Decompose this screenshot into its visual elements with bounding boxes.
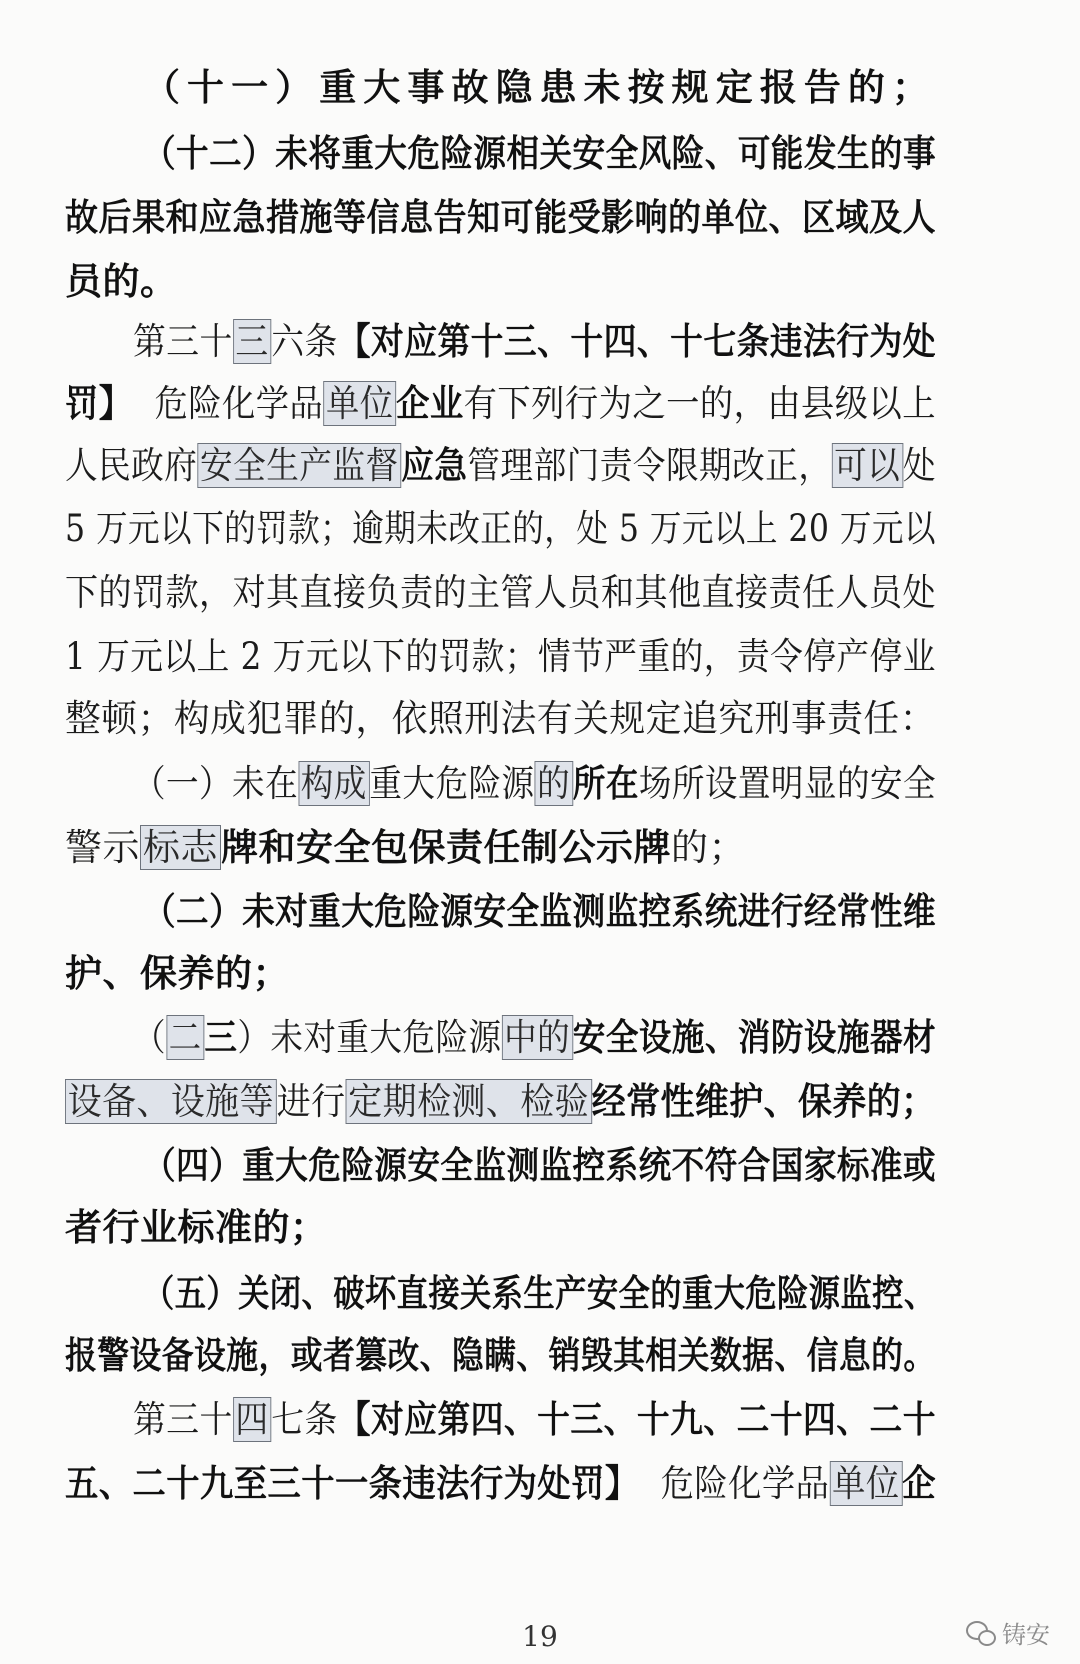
- deleted-text: 设备、设施等: [65, 1079, 277, 1124]
- added-text: 者行业标准的；: [65, 1205, 328, 1249]
- text-line: [65, 440, 936, 491]
- watermark: [966, 1615, 1050, 1650]
- added-text: 故后果和应急措施等信息告知可能受影响的单位、区域及人: [65, 195, 936, 239]
- added-text: 应急: [401, 443, 468, 487]
- added-text: 企: [902, 1461, 937, 1505]
- text-line: [143, 62, 936, 113]
- deleted-text: 四: [233, 1397, 272, 1442]
- deleted-text: 单位: [323, 381, 396, 426]
- added-text: （十一）重大事故隐患未按规定报告的；: [143, 65, 936, 109]
- text-line: [133, 1012, 936, 1063]
- text-line: [65, 1076, 936, 1127]
- added-text: （十二）未将重大危险源相关安全风险、可能发生的事: [143, 131, 936, 175]
- text-line: [143, 1268, 936, 1319]
- text-segment: 第三十: [133, 1398, 233, 1441]
- added-text: 员的。: [65, 259, 178, 303]
- added-text: 护、保养的；: [65, 951, 290, 995]
- text-line: [143, 128, 936, 179]
- text-line: [65, 378, 936, 429]
- text-line: [65, 1330, 936, 1381]
- text-segment: （一）未在: [133, 762, 299, 805]
- text-segment: 管理部门责令限期改正，: [467, 444, 832, 487]
- text-segment: 处: [902, 444, 936, 487]
- added-text: 牌和安全包保责任制公示牌: [221, 825, 671, 869]
- text-line: [65, 822, 746, 873]
- text-line: [65, 948, 290, 999]
- text-line: [133, 758, 936, 809]
- text-segment: ）未对重大危险源: [237, 1016, 502, 1059]
- text-segment: 重大危险源: [369, 762, 535, 805]
- deleted-text: 的: [535, 761, 573, 806]
- deleted-text: 二: [166, 1015, 204, 1060]
- text-segment: 1 万元以上 2 万元以下的罚款；情节严重的，责令停产停业: [65, 635, 936, 678]
- text-segment: 危险化学品: [638, 1462, 830, 1505]
- text-line: [65, 1458, 936, 1509]
- page-number: 19: [522, 1620, 558, 1653]
- text-segment: 有下列行为之一的，由县级以上: [463, 382, 937, 425]
- text-segment: 六条: [271, 320, 338, 363]
- watermark-text: 铸安: [1002, 1621, 1050, 1649]
- text-line: [143, 886, 936, 937]
- text-line: [65, 694, 936, 744]
- text-line: [133, 316, 936, 367]
- deleted-text: 定期检测、检验: [346, 1079, 592, 1124]
- text-segment: 危险化学品: [132, 382, 324, 425]
- added-text: （五）关闭、破坏直接关系生产安全的重大危险源监控、: [143, 1271, 936, 1315]
- deleted-text: 构成: [298, 761, 369, 806]
- text-segment: 七条: [271, 1398, 338, 1441]
- added-text: （四）重大危险源安全监测监控系统不符合国家标准或: [143, 1143, 936, 1187]
- text-line: [65, 504, 936, 554]
- added-text: （二）未对重大危险源安全监测监控系统进行经常性维: [143, 889, 936, 933]
- deleted-text: 三: [233, 319, 272, 364]
- text-segment: （: [133, 1016, 167, 1059]
- deleted-text: 安全生产监督: [197, 443, 401, 488]
- deleted-text: 单位: [829, 1461, 902, 1506]
- text-segment: 下的罚款，对其直接负责的主管人员和其他直接责任人员处: [65, 571, 936, 614]
- added-text: 【对应第四、十三、十九、二十四、二十: [337, 1397, 936, 1441]
- text-segment: 警示: [65, 826, 140, 869]
- wechat-icon: [966, 1621, 996, 1645]
- text-line: [65, 1202, 328, 1253]
- added-text: 安全设施、消防设施器材: [572, 1015, 936, 1059]
- added-text: 所在: [572, 761, 639, 805]
- text-line: [65, 256, 178, 307]
- text-line: [133, 1394, 936, 1445]
- text-segment: 整顿；构成犯罪的，依照刑法有关规定追究刑事责任：: [65, 697, 936, 740]
- added-text: 罚】: [65, 381, 133, 425]
- text-segment: 场所设置明显的安全: [638, 762, 936, 805]
- text-segment: 第三十: [133, 320, 233, 363]
- added-text: 企业: [396, 381, 464, 425]
- text-segment: 的；: [671, 826, 746, 869]
- text-segment: 进行: [276, 1080, 346, 1123]
- text-line: [65, 568, 936, 618]
- text-line: [65, 192, 936, 243]
- deleted-text: 可以: [831, 443, 902, 488]
- text-line: [143, 1140, 936, 1191]
- text-segment: 5 万元以下的罚款；逾期未改正的，处 5 万元以上 20 万元以: [65, 507, 936, 550]
- deleted-text: 中的: [501, 1015, 572, 1060]
- text-line: [65, 632, 936, 682]
- added-text: 五、二十九至三十一条违法行为处罚】: [65, 1461, 639, 1505]
- added-text: 【对应第十三、十四、十七条违法行为处: [337, 319, 936, 363]
- added-text: 三: [204, 1015, 238, 1059]
- text-segment: 人民政府: [65, 444, 198, 487]
- deleted-text: 标志: [140, 825, 221, 870]
- added-text: 经常性维护、保养的；: [591, 1079, 936, 1123]
- added-text: 报警设备设施，或者篡改、隐瞒、销毁其相关数据、信息的。: [65, 1333, 936, 1377]
